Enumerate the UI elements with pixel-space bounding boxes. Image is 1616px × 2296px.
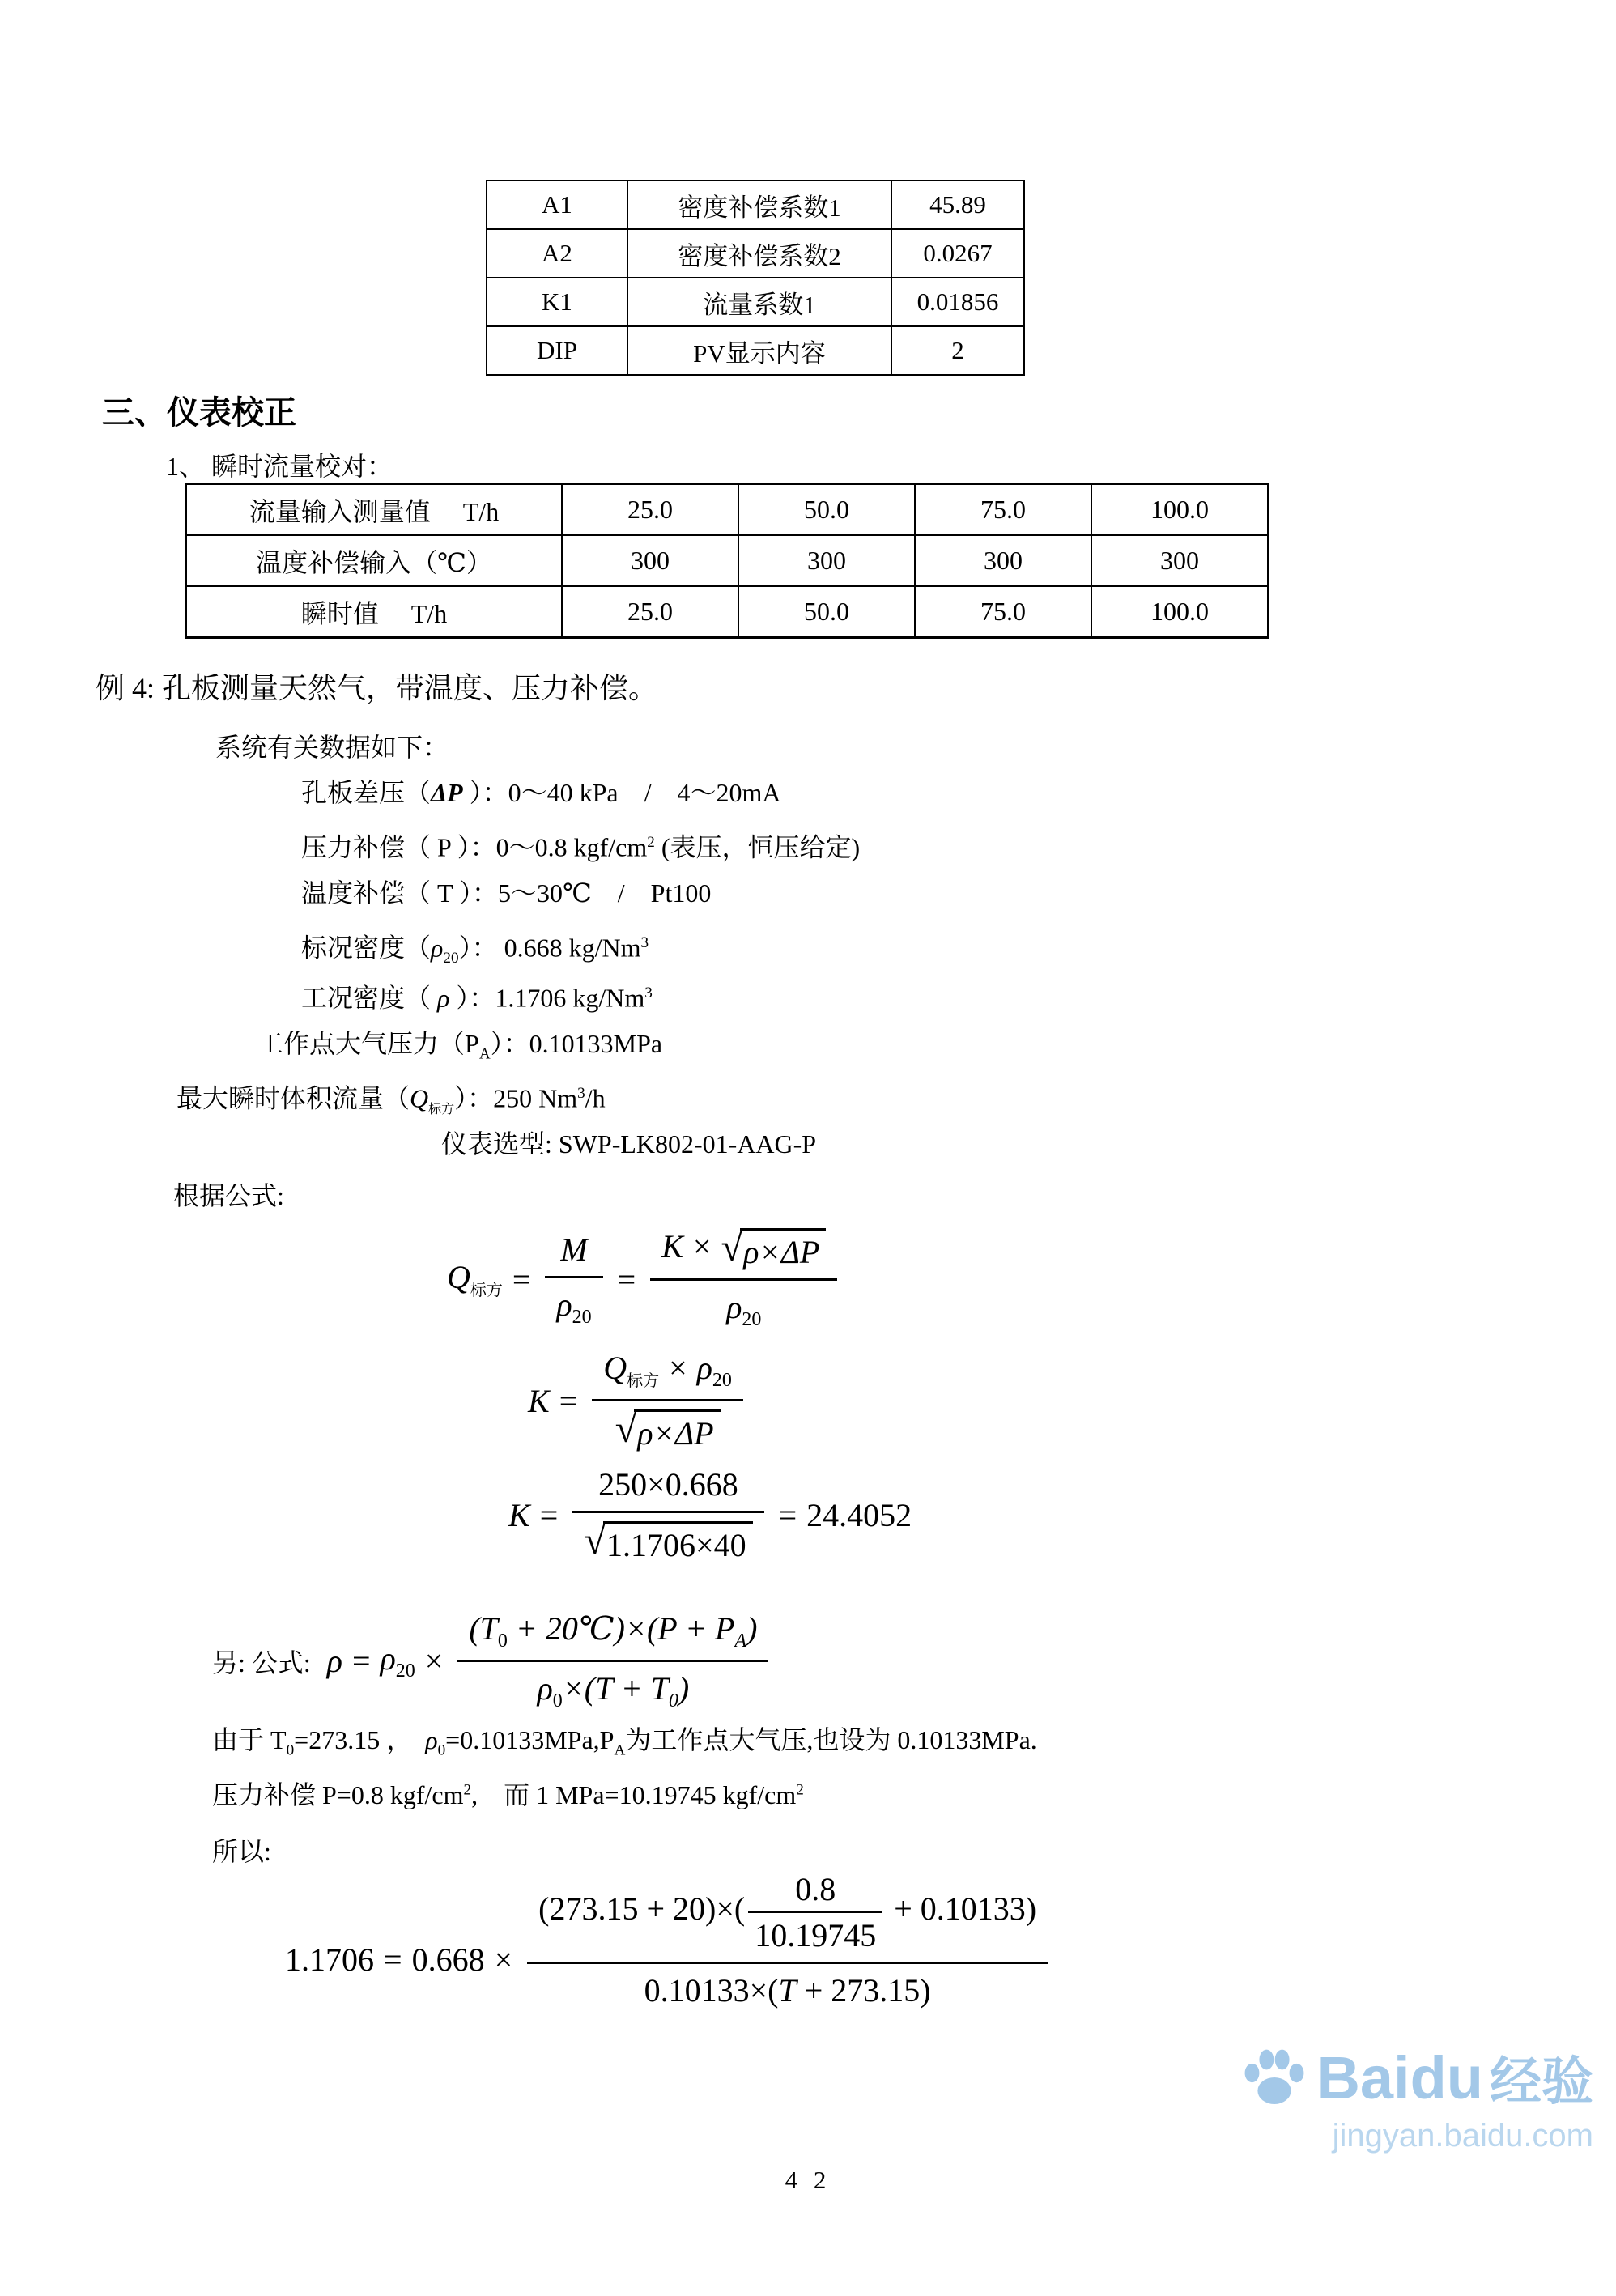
note-constants [212,1723,1037,1761]
table-row [186,535,1269,586]
rho20-symbol [381,1639,415,1682]
spec-text: 最大瞬时体积流量（ [176,1083,410,1113]
spec-text: 孔板差压（ [301,778,432,807]
subscript: 20 [572,1306,592,1328]
rho-symbol: ρ [556,1286,572,1323]
superscript: 3 [640,934,649,951]
radicand: ρ×ΔP [740,1228,826,1271]
spec-text: 工况密度（ [301,983,438,1013]
rho-symbol: ρ [431,933,444,963]
fraction [545,1227,602,1332]
spec-text: ）：0.10133MPa [490,1029,663,1058]
subscript: 20 [712,1370,732,1391]
subscript: 20 [742,1309,762,1331]
spec-working-density [301,968,1616,1018]
subscript: A [614,1741,626,1759]
note-therefore: 所以: [212,1837,271,1866]
term: (273.15 + 20)×( [538,1890,746,1928]
equals-sign: = [617,1261,636,1298]
formula-k-numeric [508,1462,912,1567]
table-row [487,181,1024,229]
variable: T [778,1972,797,2009]
q-symbol: Q [603,1350,627,1386]
cell-value: 300 [562,535,738,586]
param-code: K1 [487,278,627,326]
note-text: 为工作点大气压,也设为 0.10133MPa. [625,1725,1037,1754]
note-text: =273.15 ， [294,1725,426,1754]
superscript: 3 [644,984,653,1001]
equals-sign: = [559,1382,578,1419]
equals-sign: = [539,1496,559,1533]
example-title: 例 4: 孔板测量天然气，带温度、压力补偿。 [96,672,658,704]
subscript: 标方 [428,1103,455,1117]
subscript: 标方 [470,1282,503,1300]
times-sign: × [669,1350,687,1386]
table-row [186,484,1269,536]
cell-value: 25.0 [562,586,738,638]
spec-text: ）：1.1706 kg/Nm [449,983,645,1013]
q-symbol [447,1258,503,1300]
square-root [721,1228,826,1271]
spec-atmospheric-pressure [257,1018,1616,1069]
spec-text: /h [585,1083,606,1113]
spec-pressure [301,818,1616,868]
note-pressure-units [212,1778,804,1813]
cell-value: 50.0 [738,484,915,536]
formula-prefix: 另: 公式: [212,1648,311,1677]
numerator: 250×0.668 [572,1462,763,1513]
numerator [592,1346,743,1401]
term: ) [678,1670,690,1707]
variable: M [560,1231,588,1268]
equals-sign: = [778,1496,797,1533]
row-label: 温度补偿输入（℃） [186,535,563,586]
formula-intro-label: 根据公式: [173,1181,284,1210]
fraction [572,1462,763,1567]
numerator [527,1867,1048,1964]
spec-text: 温度补偿（ T ）：5～30℃ / Pt100 [301,878,712,908]
delta-p-symbol: ΔP [431,778,463,807]
formula-density-numeric [285,1871,1053,2032]
paw-icon [1239,2042,1310,2113]
term: ) [746,1610,758,1647]
inner-fraction [748,1870,882,1954]
brand-text: Baidu [1316,2043,1483,2111]
calibration-table [185,483,1269,639]
subscript: A [734,1631,747,1652]
subscript: 20 [443,950,459,967]
spec-standard-density [301,918,1616,968]
subscript: 20 [395,1660,415,1682]
term: ×(T + T [562,1670,669,1707]
numerator [650,1224,837,1281]
rho-symbol: ρ [726,1289,742,1326]
subscript: 0 [437,1741,446,1759]
watermark-brand-row [1239,2040,1593,2115]
subscript: 0 [286,1741,295,1759]
note-text: =0.10133MPa,P [445,1725,615,1754]
radicand: ρ×ΔP [634,1409,720,1452]
denominator [545,1278,602,1332]
table-row [487,326,1024,375]
spec-text: ）：0～40 kPa / 4～20mA [462,778,781,807]
formula-k-definition [528,1346,748,1456]
cell-value: 25.0 [562,484,738,536]
cell-value: 300 [1091,535,1269,586]
fraction [592,1346,743,1456]
cell-value: 100.0 [1091,586,1269,638]
result-value: 24.4052 [806,1496,912,1533]
radical-sign: √ [721,1226,743,1270]
baidu-jingyan-watermark [1239,2040,1593,2154]
coef-value: 0.668 [411,1941,485,1978]
param-name: 密度补偿系数1 [627,181,891,229]
equals-sign: = [512,1261,531,1298]
table-row [487,229,1024,278]
denominator: 10.19745 [755,1917,877,1954]
cell-value: 300 [738,535,915,586]
param-name: PV显示内容 [627,326,891,375]
times-sign: × [424,1643,444,1679]
denominator [527,1964,1048,2013]
param-value: 45.89 [891,181,1024,229]
spec-text: ）：250 Nm [454,1083,578,1113]
spec-text: 工作点大气压力（P [257,1029,479,1058]
lhs-value: 1.1706 [285,1941,374,1978]
superscript: 2 [647,834,655,851]
param-name: 密度补偿系数2 [627,229,891,278]
cell-value: 100.0 [1091,484,1269,536]
equals-sign: = [352,1643,371,1679]
equals-sign: = [384,1941,402,1978]
subscript: 标方 [627,1372,660,1390]
spec-text: 标况密度（ [301,933,432,963]
radical-sign: √ [615,1407,637,1452]
spec-list [0,767,1616,1169]
table-row [487,278,1024,326]
subsection-label: 1、 瞬时流量校对： [166,452,393,481]
page-number: 4 2 [785,2166,831,2194]
param-code: DIP [487,326,627,375]
denominator [592,1401,743,1456]
variable: Q [447,1259,470,1296]
table-row [186,586,1269,638]
spec-orifice-dp [301,767,1616,818]
note-text: 压力补偿 P=0.8 kgf/cm [212,1780,464,1809]
square-root [615,1409,721,1452]
param-value: 2 [891,326,1024,375]
term: + 0.10133) [886,1890,1037,1928]
numerator [545,1227,602,1278]
square-root [584,1521,752,1564]
subscript: A [478,1045,491,1063]
term: 0.10133×( [644,1972,779,2009]
times-sign: × [494,1941,513,1978]
param-value: 0.01856 [891,278,1024,326]
variable: K [661,1228,683,1265]
cell-value: 300 [915,535,1091,586]
rho-symbol: ρ [696,1350,712,1386]
variable: K [528,1382,550,1419]
term: (T [469,1610,498,1647]
numerator [457,1606,768,1662]
section-heading: 三、仪表校正 [102,395,296,431]
spec-text: ）： 0.668 kg/Nm [458,933,641,963]
watermark-url: jingyan.baidu.com [1332,2118,1593,2154]
formula-q-definition [447,1224,842,1334]
param-name: 流量系数1 [627,278,891,326]
fraction [457,1606,768,1716]
denominator [650,1281,837,1334]
rho-symbol: ρ [326,1643,342,1679]
subscript: 0 [668,1690,678,1711]
superscript: 2 [463,1781,472,1799]
spec-model [441,1119,1616,1169]
denominator [457,1662,768,1716]
numerator: 0.8 [748,1870,882,1913]
note-text: 由于 T [212,1725,287,1754]
variable: K [508,1496,530,1533]
term: + 20℃)×(P + P [507,1610,735,1647]
subscript: 0 [552,1690,563,1711]
param-code: A2 [487,229,627,278]
cell-value: 75.0 [915,484,1091,536]
superscript: 3 [577,1085,585,1102]
radical-sign: √ [584,1519,606,1563]
rho-symbol: ρ [425,1725,438,1754]
term: + 273.15) [796,1972,931,2009]
subscript: 0 [497,1631,508,1652]
rho-symbol: ρ [437,983,450,1013]
formula-density-compensation [212,1606,773,1716]
spec-text: (表压，恒压给定) [654,832,861,862]
parameter-table [486,180,1025,376]
spec-text: 压力补偿（ P ）：0～0.8 kgf/cm [301,832,648,862]
superscript: 2 [796,1781,804,1799]
times-sign: × [692,1228,712,1265]
intro-text: 系统有关数据如下： [215,733,449,762]
cell-value: 75.0 [915,586,1091,638]
spec-text: 仪表选型: SWP-LK802-01-AAG-P [441,1129,817,1159]
radicand: 1.1706×40 [603,1521,753,1564]
rho-symbol: ρ [537,1670,553,1707]
row-label: 瞬时值 T/h [186,586,563,638]
fraction [527,1867,1048,2013]
spec-temperature [301,868,1616,918]
row-label: 流量输入测量值 T/h [186,484,563,536]
param-code: A1 [487,181,627,229]
denominator [572,1513,763,1567]
q-symbol: Q [410,1083,429,1113]
fraction [650,1224,837,1334]
cell-value: 50.0 [738,586,915,638]
variable: ρ [380,1640,396,1677]
param-value: 0.0267 [891,229,1024,278]
spec-max-flow [176,1069,1616,1119]
note-text: , 而 1 MPa=10.19745 kgf/cm [471,1780,797,1809]
brand-cn-text: 经验 [1490,2052,1593,2111]
